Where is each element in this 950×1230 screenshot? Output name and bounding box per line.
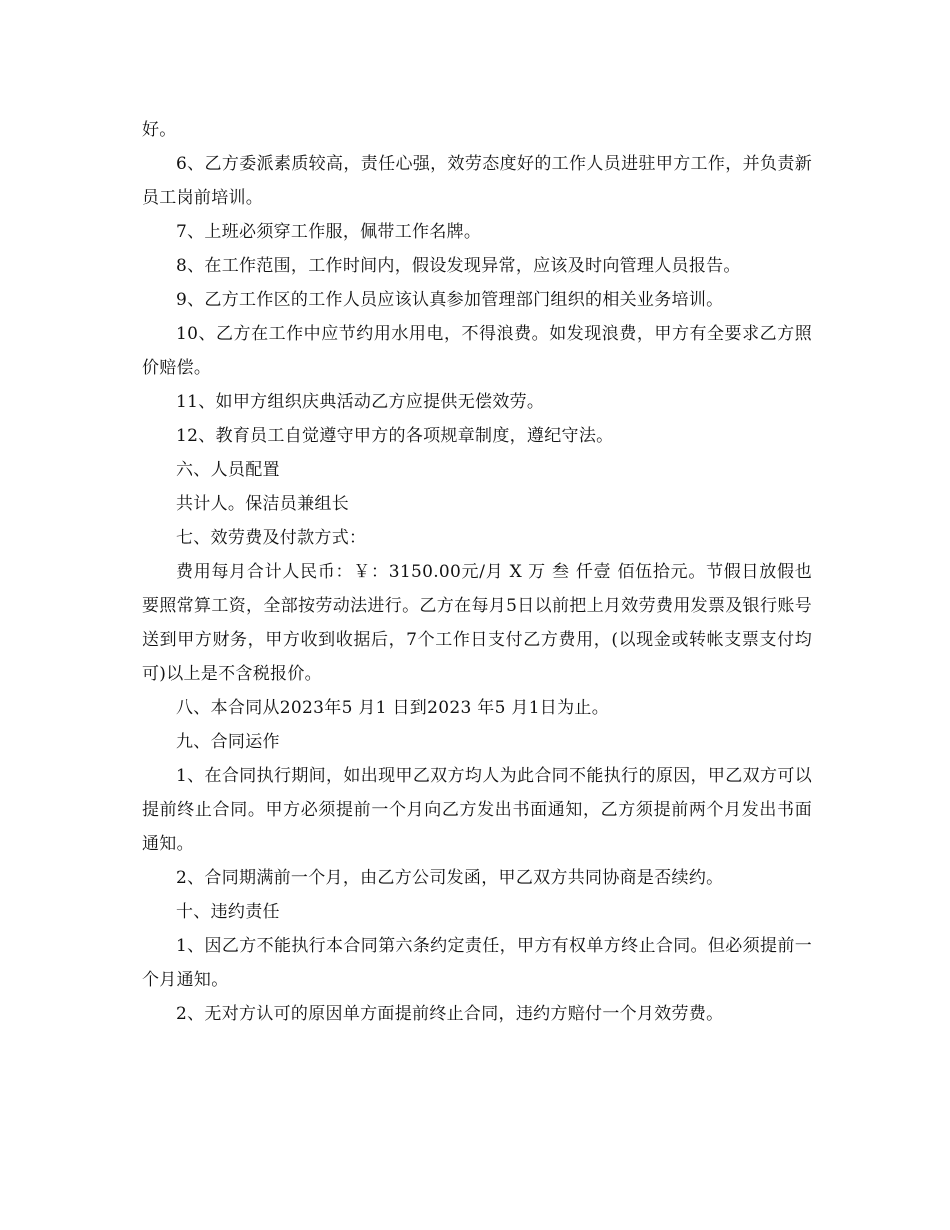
paragraph-item-6: 6、乙方委派素质较高，责任心强，效劳态度好的工作人员进驻甲方工作，并负责新员工岗前培训。 xyxy=(142,154,812,208)
section-heading-fees: 七、效劳费及付款方式： xyxy=(176,528,367,548)
paragraph-item-11: 11、如甲方组织庆典活动乙方应提供无偿效劳。 xyxy=(176,392,545,412)
section-heading-term: 八、本合同从2023年5 月1 日到2023 年5 月1日为止。 xyxy=(176,698,610,718)
paragraph-operation-1: 1、在合同执行期间，如出现甲乙双方均人为此合同不能执行的原因，甲乙双方可以提前终止合同。甲方必须提前一个月向乙方发出书面通知，乙方须提前两个月发出书面通知。 xyxy=(142,766,812,854)
paragraph-operation-2: 2、合同期满前一个月，由乙方公司发函，甲乙双方共同协商是否续约。 xyxy=(176,868,724,888)
section-heading-liability: 十、违约责任 xyxy=(176,902,280,922)
paragraph-item-12: 12、教育员工自觉遵守甲方的各项规章制度，遵纪守法。 xyxy=(176,426,614,446)
paragraph-liability-2: 2、无对方认可的原因单方面提前终止合同，违约方赔付一个月效劳费。 xyxy=(176,1004,724,1024)
paragraph-item-9: 9、乙方工作区的工作人员应该认真参加管理部门组织的相关业务培训。 xyxy=(176,290,724,310)
paragraph-item-10: 10、乙方在工作中应节约用水用电，不得浪费。如发现浪费，甲方有全要求乙方照价赔偿。 xyxy=(142,324,812,378)
section-heading-staffing: 六、人员配置 xyxy=(176,460,280,480)
paragraph-item-7: 7、上班必须穿工作服，佩带工作名牌。 xyxy=(176,222,482,242)
section-heading-operation: 九、合同运作 xyxy=(176,732,280,752)
paragraph-continuation: 好。 xyxy=(142,120,177,140)
paragraph-staffing-detail: 共计人。保洁员兼组长 xyxy=(176,494,349,514)
paragraph-item-8: 8、在工作范围，工作时间内，假设发现异常，应该及时向管理人员报告。 xyxy=(176,256,741,276)
paragraph-liability-1: 1、因乙方不能执行本合同第六条约定责任，甲方有权单方终止合同。但必须提前一个月通知。 xyxy=(142,936,812,990)
paragraph-fees-detail: 费用每月合计人民币：￥：3150.00元/月 X 万 叁 仟壹 佰伍拾元。节假日放假也要照常算工资，全部按劳动法进行。乙方在每月5日以前把上月效劳费用发票及银行账号送到甲方财务，甲方收到收据后，7个工作日支付乙方费用，(以现金或转帐支票支付均可)以上是不含税报价。 xyxy=(142,562,812,684)
document-body xyxy=(142,113,812,1031)
